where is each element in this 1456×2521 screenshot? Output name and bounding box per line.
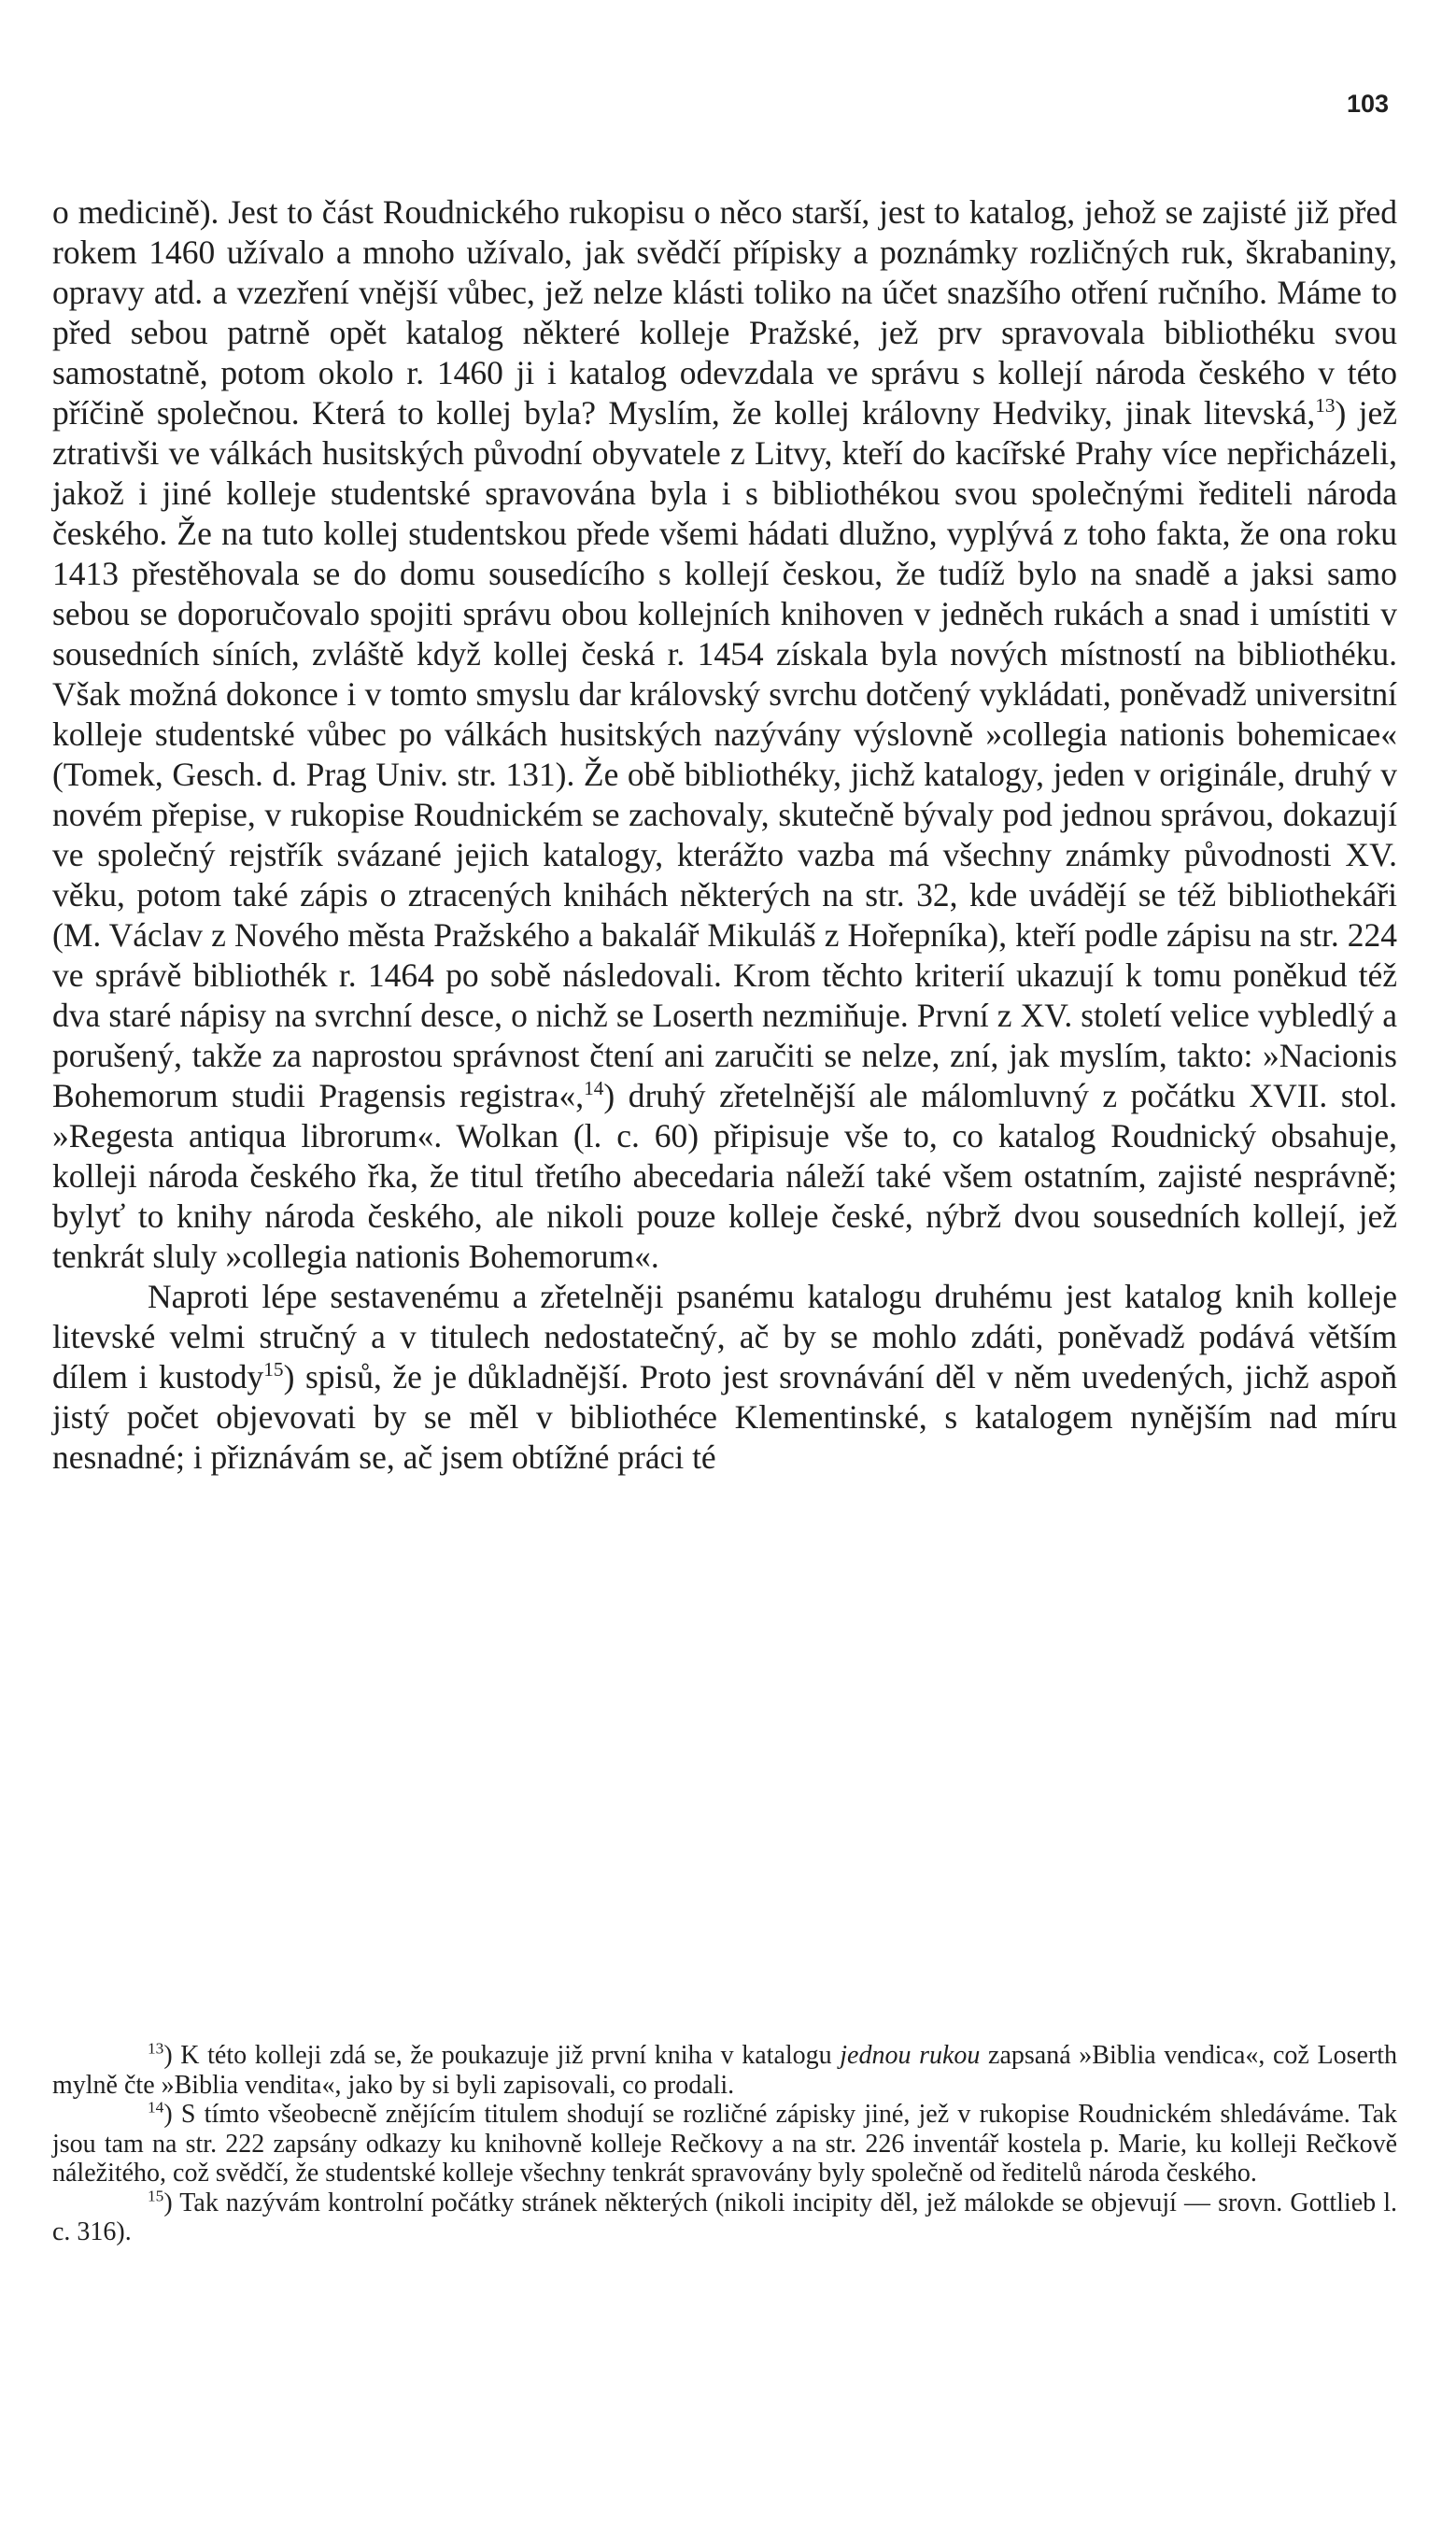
main-text [52, 192, 1397, 1478]
paragraph-2-part-b: ) spisů, že je důkladnější. Proto jest srovnávání děl v něm uvedených, jichž aspoň jistý počet objevovati by se měl v bibliothéce Klementinské, s katalogem nynějším nad míru nesnadné; i přiznávám se, ač jsem obtížné práci té [52, 1358, 1397, 1476]
paragraph-1-part-b: ) jež ztrativši ve válkách husitských původní obyvatele z Litvy, kteří do kacířské Prahy více nepřicházeli, jakož i jiné kolleje studentské spravována byla i s bibliothékou svou společnými řediteli národa českého. Že na tuto kollej studentskou přede všemi hádati dlužno, vyplývá z toho fakta, že ona roku 1413 přestěhovala se do domu sousedícího s kollejí českou, že tudíž bylo na snadě a jaksi samo sebou se doporučovalo spojiti správu obou kollejních knihoven v jedněch rukách a snad i umístiti v sousedních síních, zvláště když kollej česká r. 1454 získala byla nových místností na bibliothéku. Však možná dokonce i v tomto smyslu dar královský svrchu dotčený vykládati, poněvadž universitní kolleje studentské vůbec po válkách husitských nazývány výslovně »collegia nationis bohemicae« (Tomek, Gesch. d. Prag Univ. str. 131). Že obě bibliothéky, jichž katalogy, jeden v originále, druhý v novém přepise, v rukopise Roudnickém se zachovaly, skutečně bývaly pod jednou správou, dokazují ve společný rejstřík svázané jejich katalogy, kterážto vazba má všechny známky původnosti XV. věku, potom také zápis o ztracených knihách některých na str. 32, kde uvádějí se též bibliothekáři (M. Václav z Nového města Pražského a bakalář Mikuláš z Hořepníka), kteří podle zápisu na str. 224 ve správě bibliothék r. 1464 po sobě následovali. Krom těchto kriterií ukazují k tomu poněkud též dva staré nápisy na svrchní desce, o nichž se Loserth nezmiňuje. První z XV. století velice vybledlý a porušený, takže za naprostou správnost čtení ani zaručiti se nelze, zní, jak myslím, takto: »Nacionis Bohemorum studii Pragensis registra«, [52, 394, 1398, 1114]
footnote-mark: 13 [148, 2039, 164, 2058]
footnote-mark: 14 [148, 2098, 164, 2117]
paragraph-1-part-a: o medicině). Jest to část Roudnického rukopisu o něco starší, jest to katalog, jehož se zajisté již před rokem 1460 užívalo a mnoho užívalo, jak svědčí přípisky a poznámky rozličných ruk, škrabaniny, opravy atd. a vzezření vnější vůbec, jež nelze klásti toliko na účet snazšího otření ručního. Máme to před sebou patrně opět katalog některé kolleje Pražské, jež prv spravovala bibliothéku svou samostatně, potom okolo r. 1460 ji i katalog odevzdala ve správu s kollejí národa českého v této příčině společnou. Která to kollej byla? Myslím, že kollej královny Hedviky, jinak litevská, [52, 193, 1397, 432]
footnote-ref-13: 13 [1315, 394, 1336, 418]
footnote-text: ) S tímto všeobecně znějícím titulem shodují se rozličné zápisky jiné, jež v rukopise Roudnickém shledáváme. Tak jsou tam na str. 222 zapsány odkazy ku knihovně kolleje Rečkovy a na str. 226 inventář kostela p. Marie, ku kolleji Rečkově náležitého, což svědčí, že studentské kolleje všechny tenkrát spravovány byly společně od ředitelů národa českého. [52, 2100, 1397, 2188]
footnote-text: zapsaná »Biblia vendica«, což Loserth mylně čte »Biblia vendita«, jako by si byli zapisovali, co prodali. [52, 2041, 1398, 2100]
footnotes [52, 2041, 1397, 2247]
paragraph-2-part-a: Naproti lépe sestavenému a zřetelněji psanému katalogu druhému jest katalog knih kolleje litevské velmi stručný a v titulech nedostatečný, ač by se mohlo zdáti, poněvadž podává větším dílem i kustody [52, 1278, 1397, 1395]
footnote-mark: 15 [148, 2187, 164, 2205]
paragraph-1 [52, 192, 1397, 1277]
footnote-15 [52, 2188, 1397, 2247]
footnote-ref-15: 15 [263, 1358, 284, 1381]
footnote-text: ) K této kolleji zdá se, že poukazuje již první kniha v katalogu [163, 2041, 841, 2070]
footnote-italic: jednou rukou [840, 2041, 981, 2070]
paragraph-2 [52, 1277, 1397, 1478]
paragraph-1-part-c: ) druhý zřetelnější ale málomluvný z počátku XVII. stol. »Regesta antiqua librorum«. Wolkan (l. c. 60) připisuje vše to, co katalog Roudnický obsahuje, kolleji národa českého řka, že titul třetího abecedaria náleží také všem ostatním, zajisté nesprávně; bylyť to knihy národa českého, ale nikoli pouze kolleje české, nýbrž dvou sousedních kollejí, jež tenkrát sluly »collegia nationis Bohemorum«. [52, 1077, 1397, 1275]
footnote-text: ) Tak nazývám kontrolní počátky stránek některých (nikoli incipity děl, jež málokde se objevují — srovn. Gottlieb l. c. 316). [52, 2188, 1397, 2246]
footnote-13 [52, 2041, 1397, 2100]
footnote-ref-14: 14 [584, 1077, 604, 1100]
footnote-14 [52, 2100, 1397, 2188]
page-number: 103 [1346, 90, 1389, 118]
